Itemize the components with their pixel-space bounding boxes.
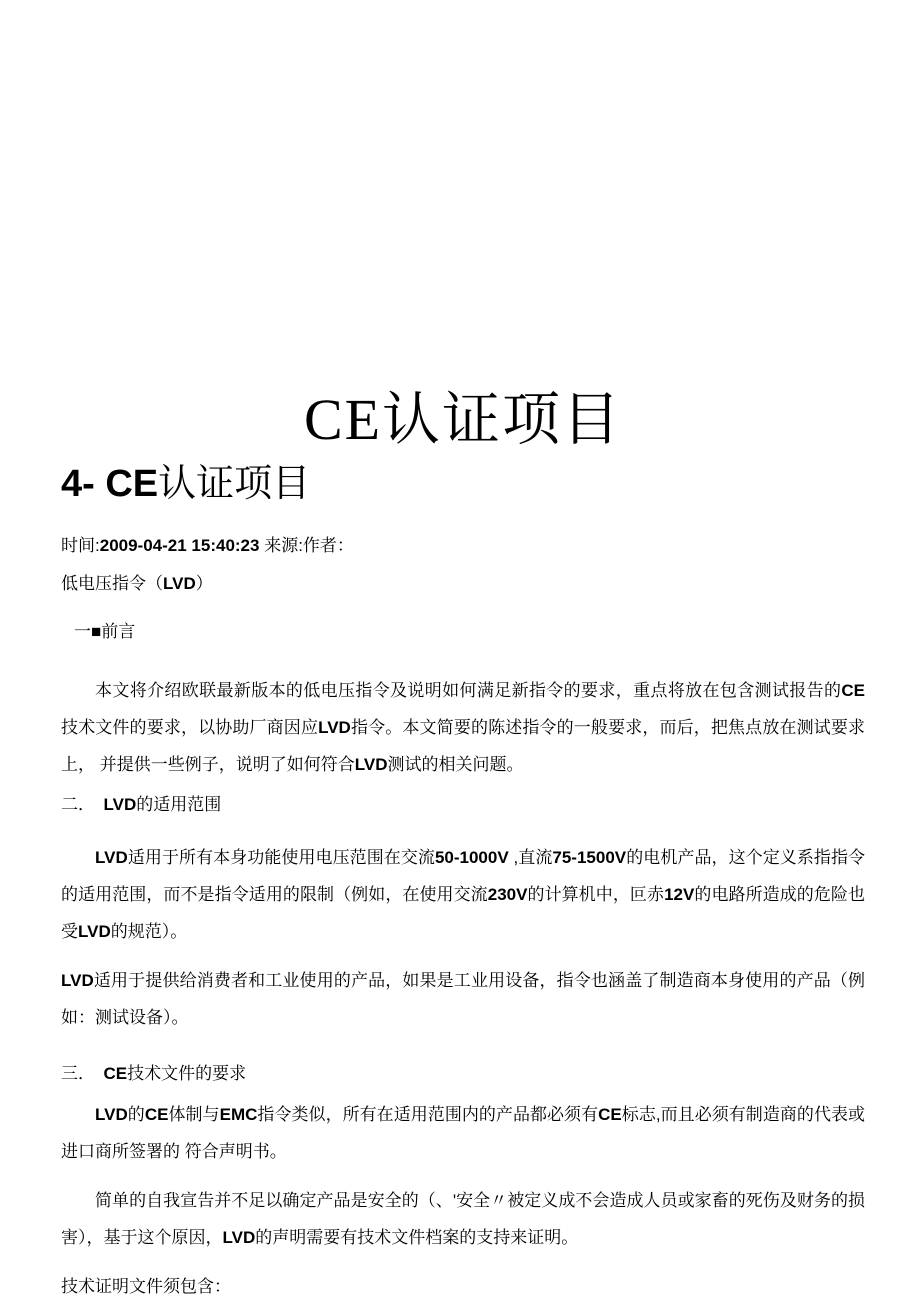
text-segment: 适用于提供给消费者和工业使用的产品，如果是工业用设备，指令也涵盖了制造商本身使用的产品（例如：测试设备）。	[61, 971, 865, 1028]
text-segment: ）	[195, 574, 213, 594]
text-segment: 来源:作者：	[259, 536, 354, 556]
text-segment: 标志,而且必须有制造商的代表或进口商所签署的 符合声明书。	[61, 1105, 866, 1162]
text-segment: 指令类似，所有在适用范围内的产品都必须有	[257, 1105, 599, 1125]
paragraph-4	[61, 1096, 865, 1170]
text-segment: CE	[144, 1105, 169, 1125]
text-segment: 本文将介绍欧联最新版本的低电压指令及说明如何满足新指令的要求，重点将放在包含测试报告的	[95, 681, 842, 701]
text-segment: 的适用范围	[136, 795, 222, 815]
text-segment: 的计算机中，叵赤	[527, 885, 665, 905]
text-segment: LVD	[61, 971, 94, 991]
text-segment: LVD	[222, 1228, 256, 1248]
text-segment: 4- CE	[61, 462, 159, 505]
text-segment: 体制与	[168, 1105, 220, 1125]
paragraph-3	[61, 962, 865, 1036]
page-title: CE认证项目	[303, 387, 623, 452]
text-segment: 技术文件的要求	[127, 1064, 247, 1084]
section-heading-1	[61, 622, 865, 642]
text-segment: LVD	[103, 795, 137, 815]
paragraph-2	[61, 839, 865, 950]
meta-line	[61, 536, 865, 556]
text-segment: 因，	[188, 1228, 223, 1248]
text-segment: CE	[103, 1064, 128, 1084]
text-segment: 的	[127, 1105, 145, 1125]
text-segment: 技术证明文件须包含：	[61, 1277, 231, 1297]
text-segment: 简单的自我宣告并不足以确定产品是安全的（、'安全〃被定义成不会造成人员或家畜的死伤及财务的损害），基于这个原	[61, 1191, 865, 1248]
text-segment: 低电压指令（	[61, 574, 163, 594]
text-segment: 的规范）。	[110, 922, 188, 942]
text-segment: LVD	[318, 718, 351, 738]
text-segment: 认证项目	[158, 462, 311, 505]
text-segment: 的电机产品，这个定义系指指令的适用范围，而不是指令适用的限制（例如，在使用交流	[61, 848, 866, 905]
text-segment: 的声明需要有技术文件档案的支持来证明。	[255, 1228, 579, 1248]
text-segment: EMC	[219, 1105, 258, 1125]
text-segment: LVD	[78, 922, 111, 942]
text-segment: CE	[598, 1105, 622, 1125]
text-segment: ,直流	[508, 848, 553, 868]
text-segment: CE	[841, 681, 865, 701]
text-segment: 测试的相关问题。	[387, 755, 524, 775]
text-segment: 技术文件的要求，以协助厂商因应	[61, 718, 319, 738]
text-segment: 二．	[61, 795, 104, 815]
paragraph-6	[61, 1268, 865, 1301]
text-segment: 75-1500V	[552, 848, 627, 868]
intro-line-lvd	[61, 574, 865, 594]
text-segment: 230V	[487, 885, 528, 905]
text-segment: LVD	[354, 755, 388, 775]
text-segment: 适用于所有本身功能使用电压范围在交流	[127, 848, 435, 868]
text-segment: 一■前言	[74, 622, 136, 642]
text-segment: LVD	[95, 848, 128, 868]
paragraph-5	[61, 1182, 865, 1256]
section-heading-2	[61, 795, 865, 815]
text-segment: 2009-04-21 15:40:23	[99, 536, 260, 556]
text-segment: 12V	[664, 885, 695, 905]
text-segment: LVD	[163, 574, 196, 594]
text-segment: 的电路所造成的危险也受	[61, 885, 866, 942]
article-heading	[61, 463, 865, 507]
text-segment: 50-1000V	[434, 848, 509, 868]
section-heading-3	[61, 1064, 865, 1084]
text-segment: 指令。本文简要的陈述指令的一般要求，而后，把焦点放在测试要求上， 并提供一些例子，说明了如何符合	[61, 718, 866, 775]
paragraph-1	[61, 672, 865, 783]
text-segment: LVD	[95, 1105, 128, 1125]
text-segment: 时间:	[61, 536, 100, 556]
text-segment: 三．	[61, 1064, 104, 1084]
